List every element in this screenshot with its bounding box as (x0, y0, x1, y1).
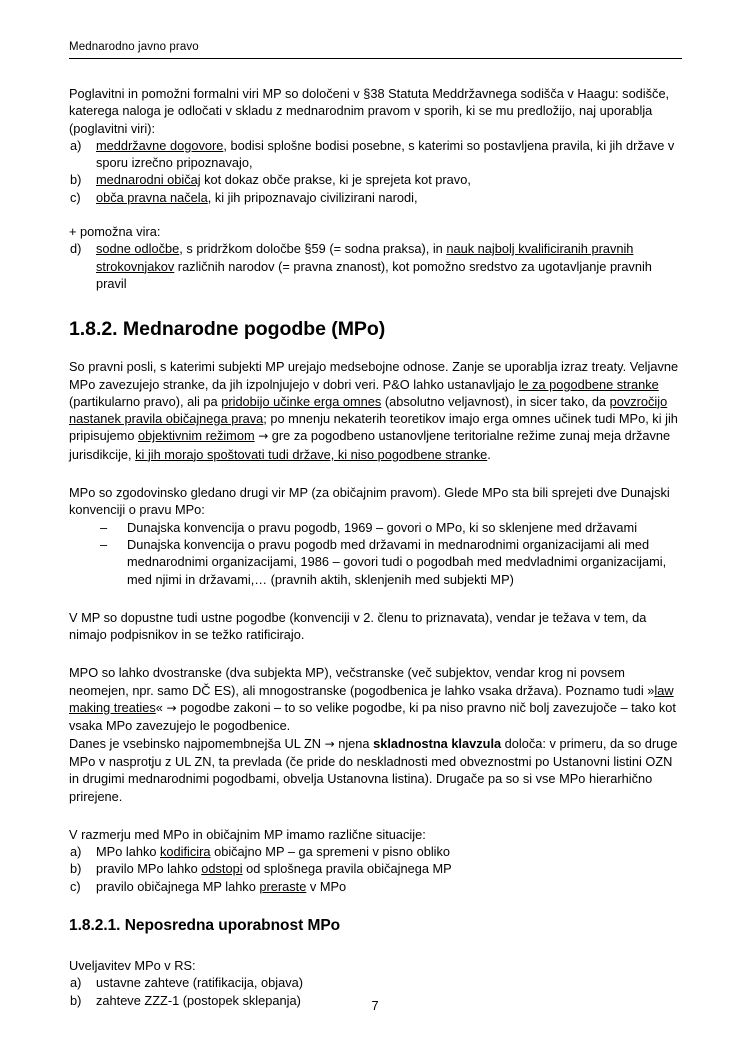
document-header: Mednarodno javno pravo (69, 40, 682, 59)
section-heading-1-8-2: 1.8.2. Mednarodne pogodbe (MPo) (69, 318, 386, 341)
relation-list (69, 843, 682, 895)
intro-paragraph: Poglavitni in pomožni formalni viri MP so določeni v §38 Statuta Meddržavnega sodišča v Haagu: sodišče, katerega naloga je odločati v skladu z mednarodnim pravom v sporih, ki se mu predložijo, naj uporablja (poglavitni viri): (69, 86, 670, 136)
para-text-1: So pravni posli, s katerimi subjekti MP urejajo medsebojne odnose. Zanje se uporablja izraz treaty. Veljavne MPo zavezujejo stranke, da jih izpolnjujejo v dobri veri. P&O lahko ustanavljajo (69, 359, 679, 392)
list-item (69, 860, 682, 877)
para-text-3: pogodbe zakoni – to so velike pogodbe, ki pa niso pravno nič bolj zavezujoče – tako kot vsaka MPo zavezujejo le pogodbenice. (69, 700, 676, 734)
list-item-text: Dunajska konvencija o pravu pogodb med državami in mednarodnimi organizacijami ali med mednarodnimi organizacijami, 1986 – govori tudi o pogodbah med medvladnimi organizacijami, med njimi in državami,… (pravnih aktih, sklenjenih med subjekti MP) (127, 536, 667, 587)
section-heading-1-8-2-1: 1.8.2.1. Neposredna uporabnost MPo (69, 916, 341, 934)
applicability-intro: Uveljavitev MPo v RS: (69, 957, 196, 973)
para-text-2: « (155, 700, 167, 716)
list-item-text: kot dokaz obče prakse, ki je sprejeta kot pravo, (200, 172, 471, 188)
list-item-text-before: pravilo MPo lahko (96, 861, 202, 877)
right-arrow-icon: → (166, 701, 177, 716)
list-item-text-after: od splošnega pravila običajnega MP (242, 861, 452, 877)
list-item-text-before: pravilo običajnega MP lahko (96, 878, 260, 894)
para-text-1: MPO so lahko dvostranske (dva subjekta MP), večstranske (več subjektov, vendar krog ni povsem neomejen, npr. samo DČ ES), ali mnogostranske (pogodbenica je lahko vsaka država). Poznamo tudi » (69, 665, 655, 698)
list-item-term: preraste (259, 878, 307, 894)
para-text-1: Danes je vsebinsko najpomembnejša UL ZN (69, 735, 325, 751)
list-item-term: meddržavne dogovore (96, 137, 224, 153)
list-marker: a) (70, 975, 82, 991)
list-item-term-1: sodne odločbe (96, 241, 180, 257)
vienna-conventions-list (69, 519, 682, 588)
list-marker: b) (70, 172, 82, 188)
para-text-6: . (487, 446, 491, 462)
list-marker: a) (70, 137, 82, 153)
page-number: 7 (371, 998, 379, 1013)
para-term-2: pridobijo učinke erga omnes (221, 393, 382, 409)
para-text-4: ; po mnenju nekaterih teoretikov imajo erga omnes učinek tudi MPo, ki jih pripisujemo (69, 411, 678, 444)
para-term-1: le za pogodbene stranke (518, 376, 659, 392)
list-item-text-mid: , s pridržkom določbe §59 (= sodna praksa), in (179, 241, 447, 257)
list-marker: d) (70, 241, 82, 257)
list-item (69, 189, 682, 206)
list-item (69, 137, 682, 172)
list-item (69, 240, 682, 292)
oral-treaties-paragraph: V MP so dopustne tudi ustne pogodbe (konvenciji v 2. členu to priznavata), vendar je težava v tem, da nimajo podpisnikov in se težko ratificirajo. (69, 609, 647, 643)
list-item-text: , bodisi splošne bodisi posebne, s katerimi so postavljena pravila, ki jih države v sporu izrečno pripoznavajo, (96, 137, 675, 171)
relation-intro-paragraph: V razmerju med MPo in običajnim MP imamo različne situacije: (69, 826, 426, 842)
list-item-text: zahteve ZZZ-1 (postopek sklepanja) (96, 992, 301, 1008)
intro-block (69, 85, 682, 292)
list-marker: c) (70, 878, 81, 894)
mpo-definition-paragraph (69, 358, 682, 463)
list-marker: c) (70, 189, 81, 205)
para-term-5: ki jih morajo spoštovati tudi države, ki niso pogodbene stranke (135, 446, 488, 462)
para-text-2: njena (334, 735, 374, 751)
list-item (69, 171, 682, 188)
list-item-text: Dunajska konvencija o pravu pogodb, 1969 – govori o MPo, ki so sklenjene med državami (127, 519, 638, 535)
list-item-term: odstopi (201, 861, 243, 877)
para-text-2: (partikularno pravo), ali pa (69, 393, 222, 409)
list-item (69, 878, 682, 895)
list-marker: b) (70, 861, 82, 877)
list-item-text: , ki jih pripoznavajo civilizirani narodi, (207, 189, 418, 205)
list-marker: – (100, 536, 108, 552)
mpo-history-paragraph: MPo so zgodovinsko gledano drugi vir MP (za običajnim pravom). Glede MPo sta bili sprejeti dve Dunajski konvenciji o pravu MPo: (69, 485, 670, 518)
list-item (69, 536, 682, 588)
para-text-3: določa: v primeru, da so druge MPo v nasprotju z UL ZN, ta prevlada (če pride do neskladnosti med obveznostmi po Ustanovni listini OZN in drugimi mednarodnimi pogodbami, obvelja Ustanovna listina). Drugače pa so si vse MPo hierarhično prirejene. (69, 735, 678, 804)
treaty-types-paragraph (69, 664, 682, 734)
para-emphasis: skladnostna klavzula (373, 735, 502, 751)
para-term-4: objektivnim režimom (138, 428, 255, 444)
auxiliary-sources-list (69, 240, 682, 292)
list-item (69, 843, 682, 860)
primary-sources-list (69, 137, 682, 206)
para-text-3: (absolutno veljavnost), in sicer tako, da (381, 393, 610, 409)
page-content (69, 40, 682, 1009)
list-item-text-after: v MPo (306, 878, 347, 894)
para-text-5: gre za pogodbeno ustanovljene teritorialne režime zunaj meja državne jurisdikcije, (69, 428, 671, 462)
list-item-term: obča pravna načela (96, 189, 208, 205)
un-charter-paragraph (69, 735, 682, 805)
list-item-text-before: MPo lahko (96, 844, 161, 860)
list-item (69, 974, 682, 991)
auxiliary-sources-label: + pomožna vira: (69, 224, 161, 240)
right-arrow-icon: → (258, 429, 269, 444)
list-item-text-rest: različnih narodov (= pravna znanost), kot pomožno sredstvo za ugotavljanje pravnih pravil (96, 258, 652, 291)
right-arrow-icon: → (324, 736, 335, 751)
list-item-term: kodificira (160, 844, 211, 860)
list-item (69, 519, 682, 536)
list-item-text: ustavne zahteve (ratifikacija, objava) (96, 975, 303, 991)
list-marker: b) (70, 992, 82, 1008)
list-item-text-after: običajno MP – ga spremeni v pisno obliko (210, 844, 451, 860)
list-item-term-2: nauk najbolj kvalificiranih pravnih strokovnjakov (96, 241, 634, 274)
para-term-1: law making treaties (69, 682, 674, 716)
list-marker: a) (70, 844, 82, 860)
list-item-term: mednarodni običaj (96, 172, 201, 188)
para-term-3: povzročijo nastanek pravila običajnega prava (69, 393, 668, 427)
list-marker: – (100, 519, 108, 535)
